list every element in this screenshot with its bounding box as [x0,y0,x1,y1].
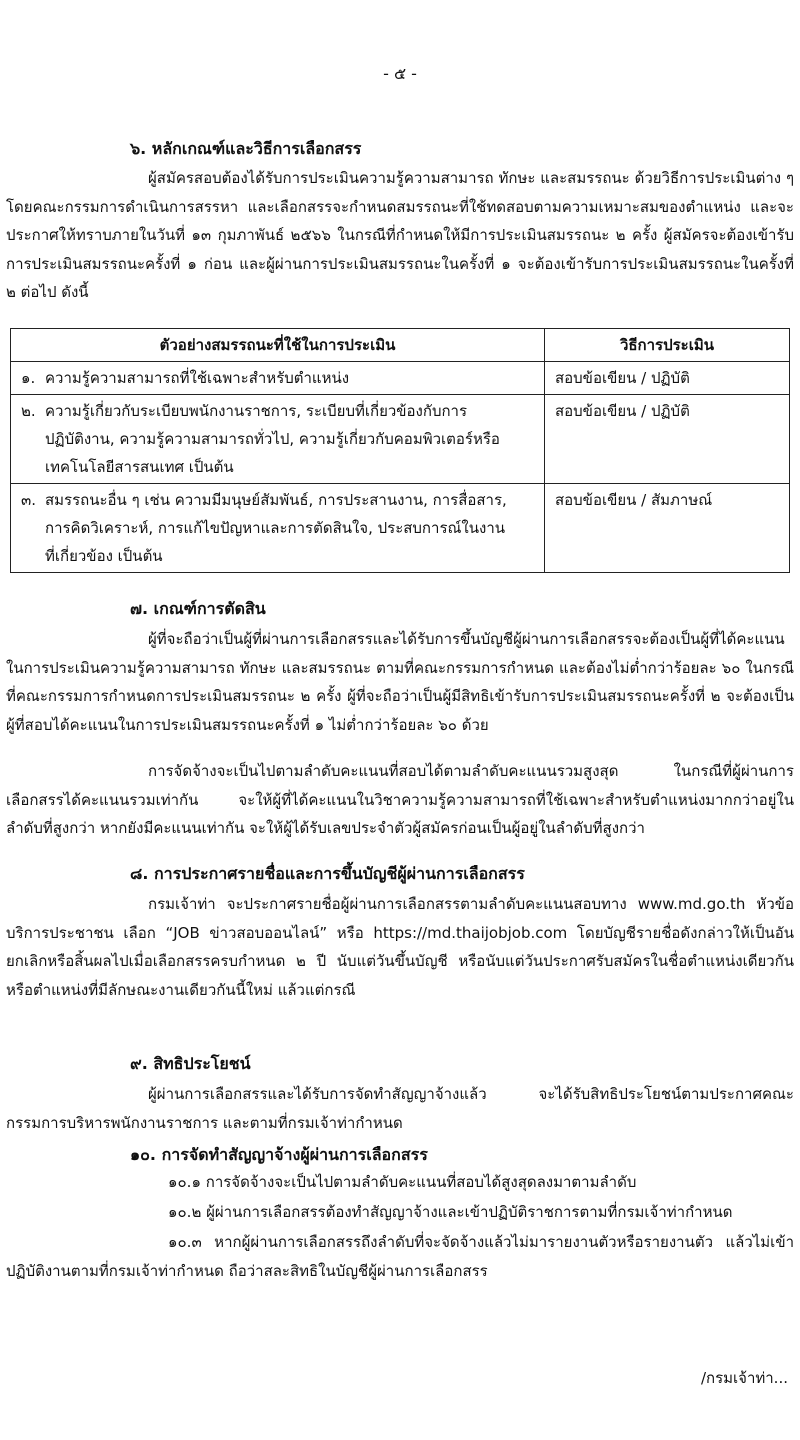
section-10-item-3 [6,1228,794,1285]
table-row [11,484,790,573]
continuation-marker: /กรมเจ้าท่า... [700,1369,788,1387]
competency-text: การคิดวิเคราะห์, การแก้ไขปัญหาและการตัดสินใจ, ประสบการณ์ในงาน [45,519,505,537]
competency-table [10,328,790,573]
section-9-paragraph [6,1080,794,1137]
method-cell: สอบข้อเขียน / ปฏิบัติ [545,395,790,484]
section-10-item-3-text: ๑๐.๓ หากผู้ผ่านการเลือกสรรถึงลำดับที่จะจัดจ้างแล้วไม่มารายงานตัวหรือรายงานตัว แล้วไม่เข้าปฏิบัติงานตามที่กรมเจ้าท่ากำหนด ถือว่าสละสิทธิในบัญชีผู้ผ่านการเลือกสรร [6,1233,794,1280]
table-header-method: วิธีการประเมิน [545,329,790,362]
table-header-competency: ตัวอย่างสมรรถนะที่ใช้ในการประเมิน [11,329,545,362]
section-8-heading: ๘. การประกาศรายชื่อและการขึ้นบัญชีผู้ผ่านการเลือกสรร [130,864,525,883]
method-cell: สอบข้อเขียน / สัมภาษณ์ [545,484,790,573]
section-10-item-2: ๑๐.๒ ผู้ผ่านการเลือกสรรต้องทำสัญญาจ้างและเข้าปฏิบัติราชการตามที่กรมเจ้าท่ากำหนด [168,1203,733,1221]
competency-text: ปฏิบัติงาน, ความรู้ความสามารถทั่วไป, ความรู้เกี่ยวกับคอมพิวเตอร์หรือ [45,430,500,448]
page-number: - ๕ - [383,64,417,83]
section-7-text-1: ผู้ที่จะถือว่าเป็นผู้ที่ผ่านการเลือกสรรและได้รับการขึ้นบัญชีผู้ผ่านการเลือกสรรจะต้องเป็นผู้ที่ได้คะแนนในการประเมินความรู้ความสามารถ ทักษะ และสมรรถนะ ตามที่คณะกรรมการกำหนด และต้องไม่ต่ำกว่าร้อยละ ๖๐ ในกรณีที่คณะกรรมการกำหนดการประเมินสมรรถนะ ๒ ครั้ง ผู้ที่จะถือว่าเป็นผู้มีสิทธิเข้ารับการประเมินสมรรถนะครั้งที่ ๒ จะต้องเป็นผู้ที่สอบได้คะแนนในการประเมินสมรรถนะครั้งที่ ๑ ไม่ต่ำกว่าร้อยละ ๖๐ ด้วย [6,630,794,734]
section-9-heading: ๙. สิทธิประโยชน์ [130,1054,251,1073]
competency-cell [11,362,545,395]
section-7-text-2: การจัดจ้างจะเป็นไปตามลำดับคะแนนที่สอบได้ตามลำดับคะแนนรวมสูงสุด ในกรณีที่ผู้ผ่านการเลือกสรรได้คะแนนรวมเท่ากัน จะให้ผู้ที่ได้คะแนนในวิชาความรู้ความสามารถที่ใช้เฉพาะสำหรับตำแหน่งมากกว่าอยู่ในลำดับที่สูงกว่า หากยังมีคะแนนเท่ากัน จะให้ผู้ได้รับเลขประจำตัวผู้สมัครก่อนเป็นผู้อยู่ในลำดับที่สูงกว่า [6,762,794,837]
section-6-text: ผู้สมัครสอบต้องได้รับการประเมินความรู้ความสามารถ ทักษะ และสมรรถนะ ด้วยวิธีการประเมินต่าง ๆ โดยคณะกรรมการดำเนินการสรรหา และเลือกสรรจะกำหนดสมรรถนะที่ใช้ทดสอบตามความเหมาะสมของตำแหน่ง และจะประกาศให้ทราบภายในวันที่ ๑๓ กุมภาพันธ์ ๒๕๖๖ ในกรณีที่กำหนดให้มีการประเมินสมรรถนะ ๒ ครั้ง ผู้สมัครจะต้องเข้ารับการประเมินสมรรถนะครั้งที่ ๑ ก่อน และผู้ผ่านการประเมินสมรรถนะในครั้งที่ ๑ จะต้องเข้ารับการประเมินสมรรถนะในครั้งที่ ๒ ต่อไป ดังนี้ [6,169,794,301]
section-8-paragraph [6,890,794,1004]
competency-text: ความรู้เกี่ยวกับระเบียบพนักงานราชการ, ระเบียบที่เกี่ยวข้องกับการ [45,402,468,420]
section-10-heading: ๑๐. การจัดทำสัญญาจ้างผู้ผ่านการเลือกสรร [130,1145,428,1164]
method-cell: สอบข้อเขียน / ปฏิบัติ [545,362,790,395]
section-10-item-1: ๑๐.๑ การจัดจ้างจะเป็นไปตามลำดับคะแนนที่สอบได้สูงสุดลงมาตามลำดับ [168,1173,637,1191]
section-8-text: กรมเจ้าท่า จะประกาศรายชื่อผู้ผ่านการเลือกสรรตามลำดับคะแนนสอบทาง www.md.go.th หัวข้อ บริการประชาชน เลือก “JOB ข่าวสอบออนไลน์” หรือ https://md.thaijobjob.com โดยบัญชีรายชื่อดังกล่าวให้เป็นอันยกเลิกหรือสิ้นผลไปเมื่อเลือกสรรครบกำหนด ๒ ปี นับแต่วันขึ้นบัญชี หรือนับแต่วันประกาศรับสมัครในชื่อตำแหน่งเดียวกันหรือตำแหน่งที่มีลักษณะงานเดียวกันนี้ใหม่ แล้วแต่กรณี [6,895,794,999]
competency-text: ที่เกี่ยวข้อง เป็นต้น [45,547,163,565]
section-7-paragraph-1 [6,625,794,739]
section-7-paragraph-2 [6,757,794,843]
row-number: ๑. [21,369,36,387]
competency-text: สมรรถนะอื่น ๆ เช่น ความมีมนุษย์สัมพันธ์, การประสานงาน, การสื่อสาร, [45,491,507,509]
section-6-heading: ๖. หลักเกณฑ์และวิธีการเลือกสรร [130,139,362,158]
competency-text: ความรู้ความสามารถที่ใช้เฉพาะสำหรับตำแหน่ง [45,369,350,387]
table-row [11,362,790,395]
competency-cell [11,395,545,484]
section-9-text: ผู้ผ่านการเลือกสรรและได้รับการจัดทำสัญญาจ้างแล้ว จะได้รับสิทธิประโยชน์ตามประกาศคณะกรรมการบริหารพนักงานราชการ และตามที่กรมเจ้าท่ากำหนด [6,1085,794,1132]
row-number: ๓. [21,491,37,509]
table-row [11,395,790,484]
section-7-heading: ๗. เกณฑ์การตัดสิน [130,599,266,618]
row-number: ๒. [21,402,36,420]
competency-cell [11,484,545,573]
competency-text: เทคโนโลยีสารสนเทศ เป็นต้น [45,458,234,476]
section-6-paragraph [6,164,794,307]
